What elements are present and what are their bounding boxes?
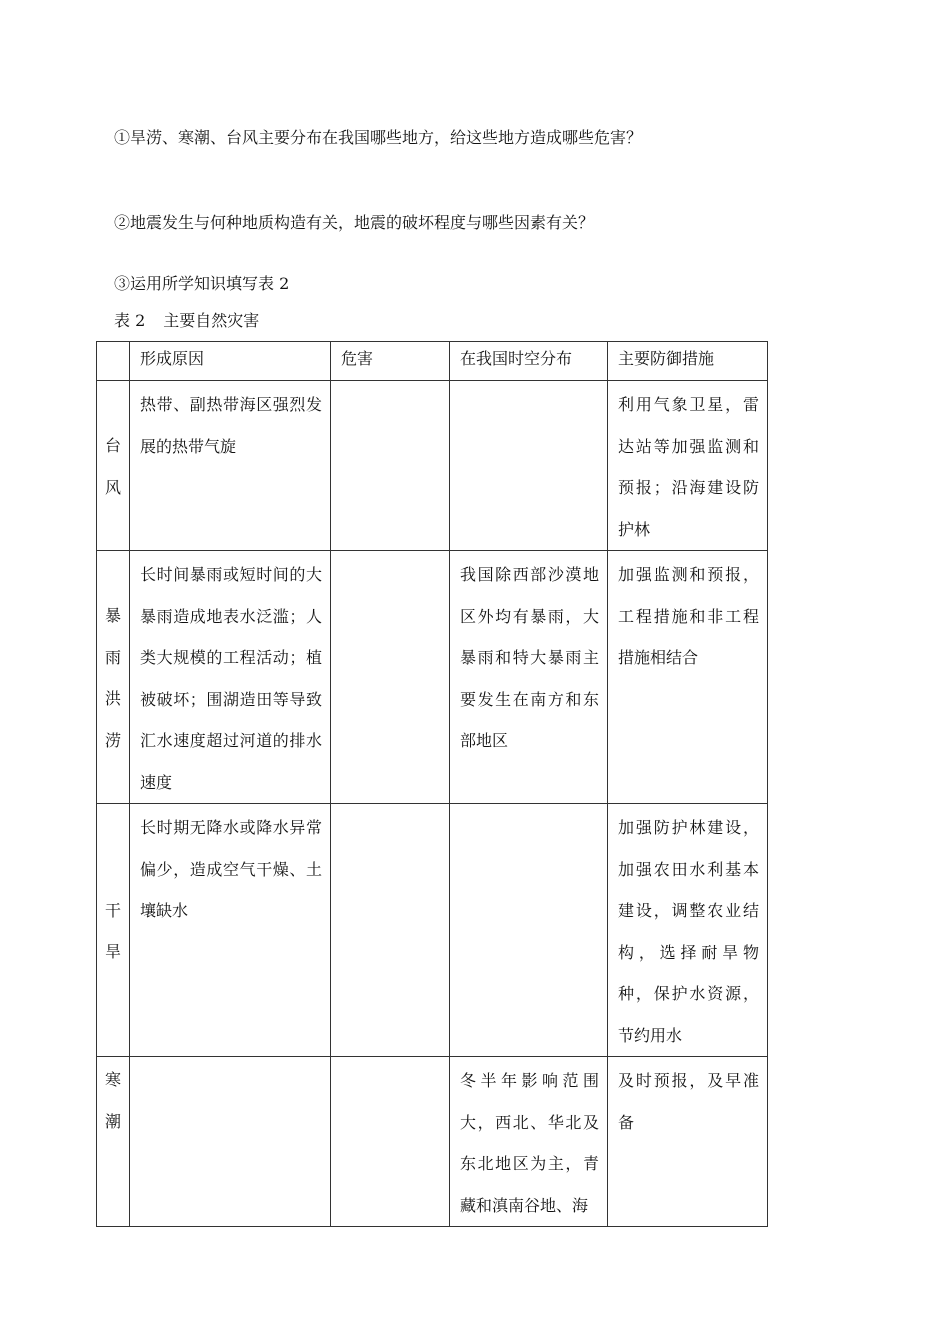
harm-cell	[331, 804, 450, 1057]
defense-cell: 利用气象卫星，雷达站等加强监测和预报；沿海建设防护林	[608, 381, 768, 551]
row-name-typhoon: 台 风	[97, 381, 130, 551]
table-row	[97, 551, 768, 804]
cause-cell: 长时期无降水或降水异常偏少，造成空气干燥、土壤缺水	[130, 804, 331, 1057]
row-name-drought: 干 旱	[97, 804, 130, 1057]
defense-cell: 加强监测和预报，工程措施和非工程措施相结合	[608, 551, 768, 804]
header-cell-empty	[97, 342, 130, 381]
table-caption	[114, 311, 259, 331]
header-cell-cause: 形成原因	[130, 342, 331, 381]
table-row	[97, 804, 768, 1057]
table-row	[97, 381, 768, 551]
distribution-cell	[450, 381, 608, 551]
cause-cell: 热带、副热带海区强烈发展的热带气旋	[130, 381, 331, 551]
distribution-cell	[450, 804, 608, 1057]
cause-cell: 长时间暴雨或短时间的大暴雨造成地表水泛滥；人类大规模的工程活动；植被破坏；围湖造田等导致汇水速度超过河道的排水速度	[130, 551, 331, 804]
defense-cell: 加强防护林建设，加强农田水利基本建设，调整农业结构，选择耐旱物种，保护水资源，节约用水	[608, 804, 768, 1057]
table-header-row	[97, 342, 768, 381]
table-caption-title: 主要自然灾害	[163, 311, 260, 330]
question-2: ②地震发生与何种地质构造有关，地震的破坏程度与哪些因素有关？	[114, 213, 595, 232]
natural-disasters-table	[96, 341, 768, 1227]
table-row	[97, 1057, 768, 1227]
harm-cell	[331, 1057, 450, 1227]
harm-cell	[331, 551, 450, 804]
question-3: ③运用所学知识填写表 2	[114, 274, 290, 293]
distribution-cell: 冬半年影响范围大，西北、华北及东北地区为主，青藏和滇南谷地、海	[450, 1057, 608, 1227]
header-cell-defense: 主要防御措施	[608, 342, 768, 381]
question-1: ①旱涝、寒潮、台风主要分布在我国哪些地方，给这些地方造成哪些危害？	[114, 128, 643, 147]
defense-cell: 及时预报，及早准备	[608, 1057, 768, 1227]
header-cell-harm: 危害	[331, 342, 450, 381]
row-name-cold-wave: 寒 潮	[97, 1057, 130, 1227]
table-caption-number: 表 2	[114, 311, 146, 330]
harm-cell	[331, 381, 450, 551]
row-name-rainstorm-flood: 暴 雨 洪 涝	[97, 551, 130, 804]
header-cell-distribution: 在我国时空分布	[450, 342, 608, 381]
distribution-cell: 我国除西部沙漠地区外均有暴雨，大暴雨和特大暴雨主要发生在南方和东部地区	[450, 551, 608, 804]
cause-cell	[130, 1057, 331, 1227]
